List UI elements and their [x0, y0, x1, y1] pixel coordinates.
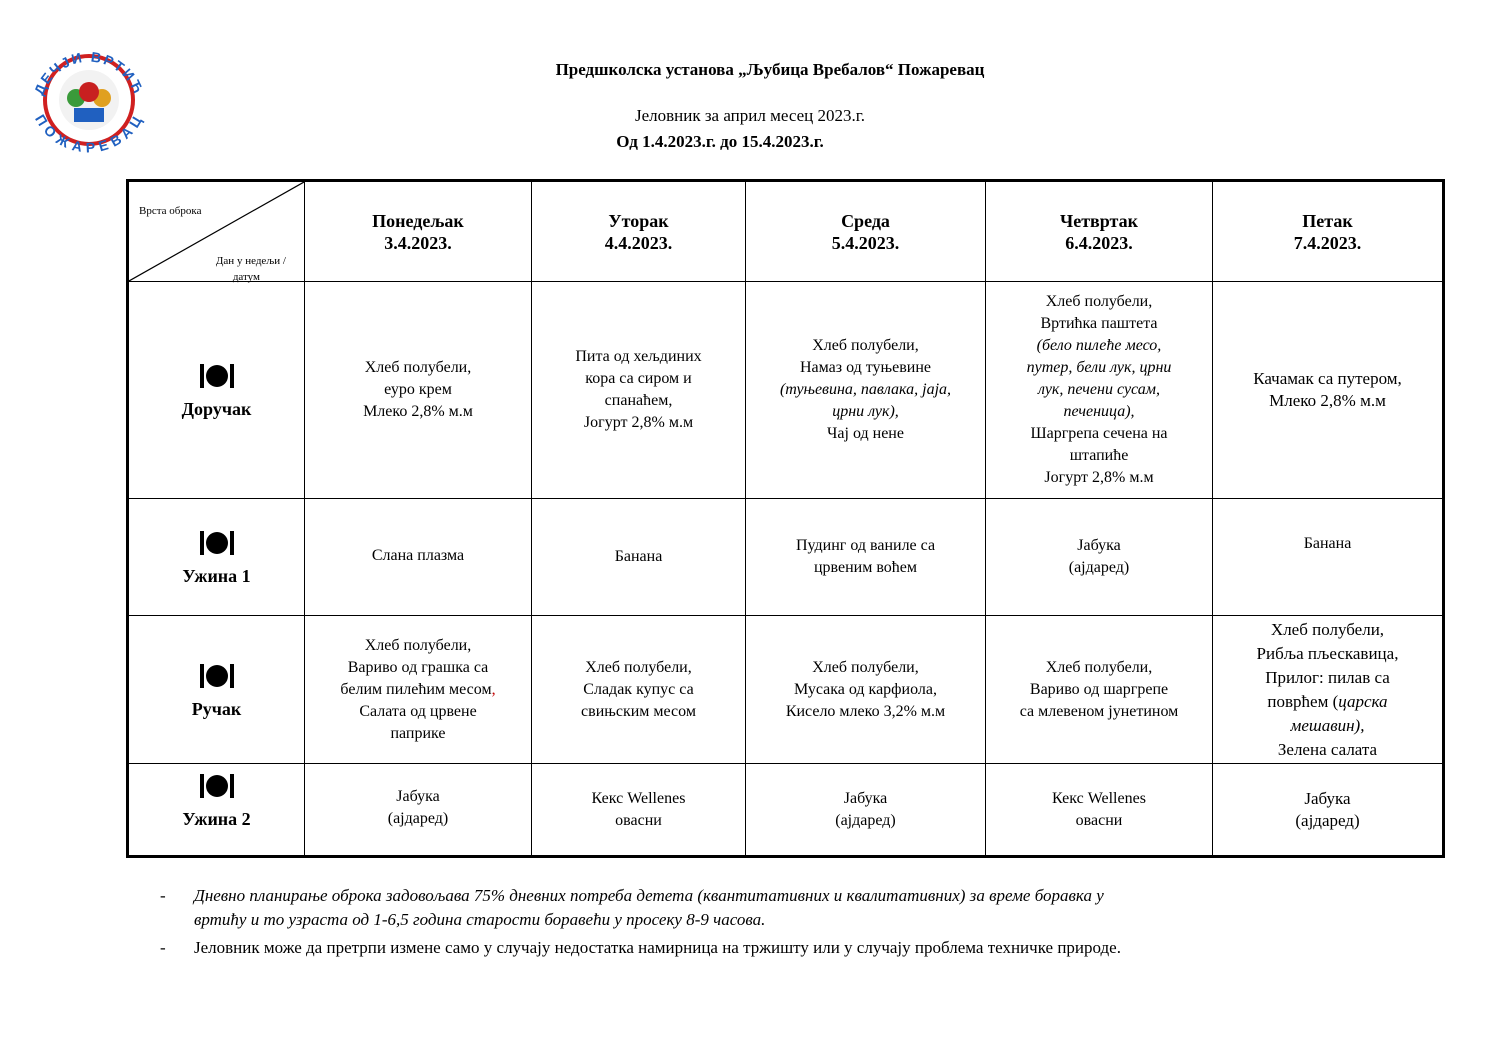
svg-text:ДЕЧЈИ ВРТИЋ: ДЕЧЈИ ВРТИЋ	[30, 48, 148, 98]
menu-period: Од 1.4.2023.г. до 15.4.2023.г.	[616, 132, 824, 151]
cell-snack2-friday: Јабука (ајдаред)	[1213, 764, 1444, 857]
cell-lunch-tuesday: Хлеб полубели, Сладак купус са свињским месом	[532, 616, 746, 764]
cell-lunch-wednesday: Хлеб полубели, Мусака од карфиола, Кисело млеко 3,2% м.м	[746, 616, 986, 764]
cell-snack2-tuesday: Кекс Wellenes овасни	[532, 764, 746, 857]
day-date: 3.4.2023.	[384, 232, 452, 253]
cell-snack2-monday: Јабука (ајдаред)	[305, 764, 532, 857]
day-name: Уторак	[608, 210, 669, 231]
day-date: 5.4.2023.	[831, 232, 900, 253]
meal-name: Ужина 2	[182, 809, 251, 829]
day-label: Дан у недељи /	[215, 255, 286, 267]
day-date: 4.4.2023.	[604, 232, 673, 253]
day-name: Петак	[1302, 210, 1353, 231]
meal-type-label: Врста оброка	[139, 205, 202, 217]
cell-snack2-thursday: Кекс Wellenes овасни	[986, 764, 1213, 857]
cell-lunch-thursday: Хлеб полубели, Вариво од шаргрепе са млевеном јунетином	[986, 616, 1213, 764]
cell-snack1-thursday: Јабука (ајдаред)	[986, 499, 1213, 616]
meal-snack1	[128, 499, 305, 616]
day-date: 7.4.2023.	[1293, 232, 1362, 253]
cell-breakfast-thursday: Хлеб полубели, Вртићка паштета (бело пилеће месо, путер, бели лук, црни лук, печени сусам, печеница), Шаргрепа сечена на штапиће Јогурт 2,8% м.м	[986, 282, 1213, 499]
notes	[160, 884, 1360, 960]
menu-table	[126, 179, 1445, 858]
day-header-monday	[305, 181, 532, 282]
breakfast-row	[128, 282, 1444, 499]
note-changes: - Јеловник може да претрпи измене само у случају недостатка намирница на тржишту или у случају проблема техничке природе.	[160, 938, 1121, 957]
meal-name: Доручак	[181, 399, 252, 419]
snack2-row	[128, 764, 1444, 857]
day-name: Четвртак	[1060, 210, 1138, 231]
svg-text:ПОЖАРЕВАЦ: ПОЖАРЕВАЦ	[32, 111, 146, 156]
cell-snack1-friday: Банана	[1213, 499, 1444, 616]
lunch-row	[128, 616, 1444, 764]
plate-cutlery-icon	[198, 360, 236, 392]
cell-lunch-friday: Хлеб полубели, Рибља пљескавица, Прилог: пилав са поврћем (царска мешавин), Зелена салата	[1213, 616, 1444, 764]
cell-snack2-wednesday: Јабука (ајдаред)	[746, 764, 986, 857]
institution-name: Предшколска установа „Љубица Вребалов“ Пожаревац	[555, 60, 985, 79]
plate-cutlery-icon	[198, 660, 236, 692]
day-header-wednesday	[746, 181, 986, 282]
cell-lunch-monday: Хлеб полубели, Вариво од грашка са белим пилећим месом, Салата од црвене паприке	[305, 616, 532, 764]
menu-title: Јеловник за април месец 2023.г.	[634, 106, 866, 125]
cell-breakfast-monday: Хлеб полубели, еуро крем Млеко 2,8% м.м	[305, 282, 532, 499]
meal-lunch	[128, 616, 305, 764]
day-name: Понедељак	[372, 210, 464, 231]
snack1-row	[128, 499, 1444, 616]
meal-name: Ручак	[191, 698, 242, 719]
day-date: 6.4.2023.	[1065, 232, 1133, 253]
cell-snack1-tuesday: Банана	[532, 499, 746, 616]
day-header-thursday	[986, 181, 1213, 282]
meal-snack2	[128, 764, 305, 857]
note-nutrition: - Дневно планирање оброка задовољава 75% дневних потреба детета (квантитативних и квалитативних) за време боравка у вртићу и то узраста од 1-6,5 година старости боравећи у просеку 8-9 часова.	[160, 886, 1104, 929]
meal-breakfast	[128, 282, 305, 499]
cell-breakfast-wednesday: Хлеб полубели, Намаз од туњевине (туњевина, павлака, јаја, црни лук), Чај од нене	[746, 282, 986, 499]
plate-cutlery-icon	[198, 527, 236, 559]
date-label: датум	[232, 271, 260, 283]
kindergarten-logo	[20, 30, 158, 162]
meal-name: Ужина 1	[182, 566, 251, 586]
cell-snack1-monday: Слана плазма	[305, 499, 532, 616]
plate-cutlery-icon	[198, 770, 236, 802]
cell-breakfast-tuesday: Пита од хељдиних кора са сиром и спанаћем, Јогурт 2,8% м.м	[532, 282, 746, 499]
day-header-friday	[1213, 181, 1444, 282]
cell-breakfast-friday: Качамак са путером, Млеко 2,8% м.м	[1213, 282, 1444, 499]
header-row	[128, 181, 1444, 282]
day-header-tuesday	[532, 181, 746, 282]
cell-snack1-wednesday: Пудинг од ваниле са црвеним воћем	[746, 499, 986, 616]
corner-cell	[128, 181, 305, 282]
day-name: Среда	[841, 210, 890, 231]
